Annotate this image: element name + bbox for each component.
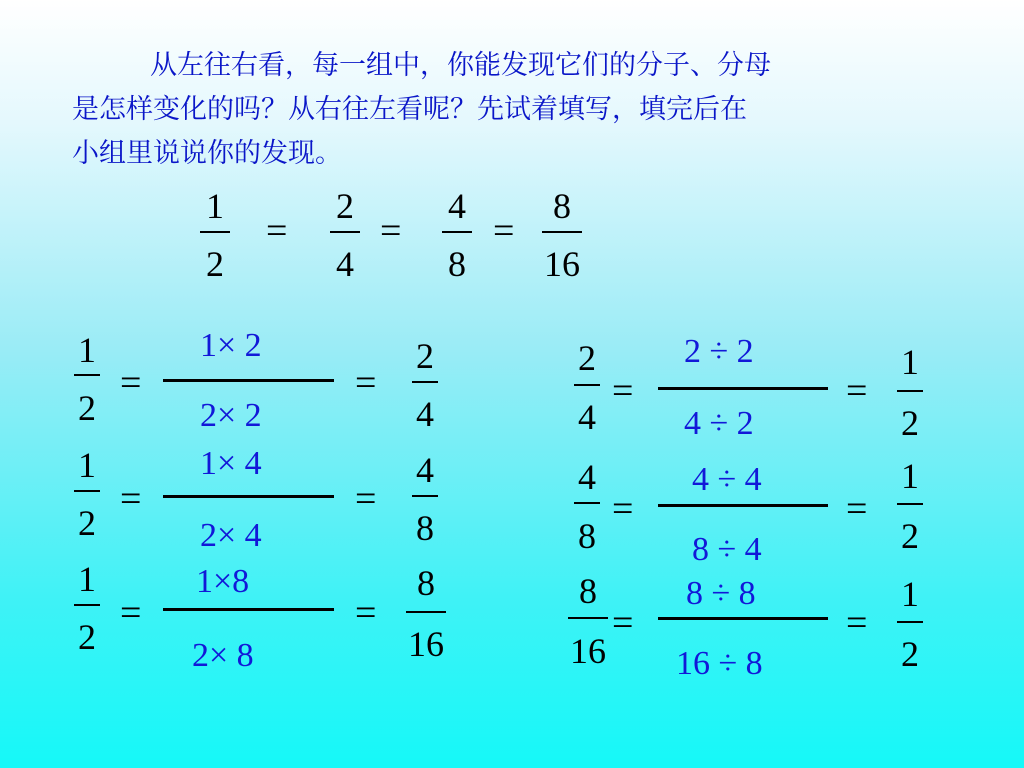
equals-sign: = [355, 478, 377, 520]
equals-sign: = [846, 602, 868, 644]
fraction-bar [163, 379, 334, 382]
rhs-denominator: 16 [408, 624, 444, 664]
instruction-line-2: 是怎样变化的吗？从右往左看呢？先试着填写，填完后在 [72, 94, 747, 125]
lhs-numerator: 1 [78, 559, 96, 599]
fraction-bar [74, 490, 100, 492]
fraction-bar [412, 495, 438, 497]
denominator: 4 [336, 244, 354, 284]
numerator: 8 [553, 186, 571, 226]
lhs-numerator: 8 [579, 571, 597, 611]
equals-sign: = [120, 478, 142, 520]
rhs-numerator: 4 [416, 450, 434, 490]
numerator: 2 [336, 186, 354, 226]
fraction-bar [658, 504, 828, 507]
lhs-numerator: 2 [578, 338, 596, 378]
multiply-numerator-expr: 1× 2 [200, 327, 262, 364]
rhs-denominator: 2 [901, 634, 919, 674]
equals-sign: = [120, 592, 142, 634]
multiply-numerator-expr: 1× 4 [200, 445, 262, 482]
fraction-bar [330, 231, 360, 233]
equals-sign: = [846, 370, 868, 412]
equals-sign: = [612, 488, 634, 530]
fraction-bar [897, 390, 923, 392]
fraction-bar [574, 384, 600, 386]
rhs-denominator: 2 [901, 403, 919, 443]
rhs-denominator: 8 [416, 508, 434, 548]
denominator: 8 [448, 244, 466, 284]
equals-sign: = [846, 488, 868, 530]
rhs-denominator: 2 [901, 516, 919, 556]
equals-sign: = [493, 210, 515, 252]
lhs-numerator: 4 [578, 457, 596, 497]
rhs-numerator: 8 [417, 563, 435, 603]
divide-numerator-expr: 4 ÷ 4 [692, 461, 762, 498]
fraction-bar [163, 608, 334, 611]
lhs-denominator: 2 [78, 617, 96, 657]
equals-sign: = [612, 602, 634, 644]
divide-denominator-expr: 4 ÷ 2 [684, 405, 754, 442]
fraction-bar [200, 231, 230, 233]
lhs-denominator: 16 [570, 631, 606, 671]
fraction-bar [442, 231, 472, 233]
multiply-denominator-expr: 2× 8 [192, 637, 254, 674]
lhs-numerator: 1 [78, 330, 96, 370]
multiply-denominator-expr: 2× 4 [200, 517, 262, 554]
fraction-bar [574, 502, 600, 504]
multiply-numerator-expr: 1×8 [196, 563, 250, 600]
divide-numerator-expr: 2 ÷ 2 [684, 333, 754, 370]
lhs-denominator: 2 [78, 388, 96, 428]
equals-sign: = [120, 362, 142, 404]
rhs-numerator: 1 [901, 456, 919, 496]
fraction-bar [658, 617, 828, 620]
denominator: 2 [206, 244, 224, 284]
equals-sign: = [612, 370, 634, 412]
lhs-denominator: 8 [578, 516, 596, 556]
denominator: 16 [544, 244, 580, 284]
instruction-line-1: 从左往右看，每一组中，你能发现它们的分子、分母 [150, 50, 771, 81]
divide-denominator-expr: 16 ÷ 8 [676, 645, 763, 682]
fraction-bar [163, 495, 334, 498]
equals-sign: = [355, 362, 377, 404]
instruction-text [72, 44, 952, 176]
equals-sign: = [355, 592, 377, 634]
fraction-bar [74, 604, 100, 606]
rhs-numerator: 2 [416, 336, 434, 376]
fraction-bar [74, 374, 100, 376]
rhs-denominator: 4 [416, 394, 434, 434]
divide-denominator-expr: 8 ÷ 4 [692, 531, 762, 568]
fraction-bar [406, 611, 446, 613]
instruction-line-3: 小组里说说你的发现。 [72, 138, 342, 169]
lhs-numerator: 1 [78, 445, 96, 485]
fraction-bar [658, 387, 828, 390]
rhs-numerator: 1 [901, 342, 919, 382]
numerator: 4 [448, 186, 466, 226]
divide-numerator-expr: 8 ÷ 8 [686, 575, 756, 612]
lhs-denominator: 4 [578, 397, 596, 437]
multiply-denominator-expr: 2× 2 [200, 397, 262, 434]
fraction-bar [412, 381, 438, 383]
equals-sign: = [380, 210, 402, 252]
numerator: 1 [206, 186, 224, 226]
equals-sign: = [266, 210, 288, 252]
fraction-bar [568, 617, 608, 619]
lhs-denominator: 2 [78, 503, 96, 543]
fraction-bar [542, 231, 582, 233]
fraction-bar [897, 621, 923, 623]
rhs-numerator: 1 [901, 574, 919, 614]
fraction-bar [897, 503, 923, 505]
